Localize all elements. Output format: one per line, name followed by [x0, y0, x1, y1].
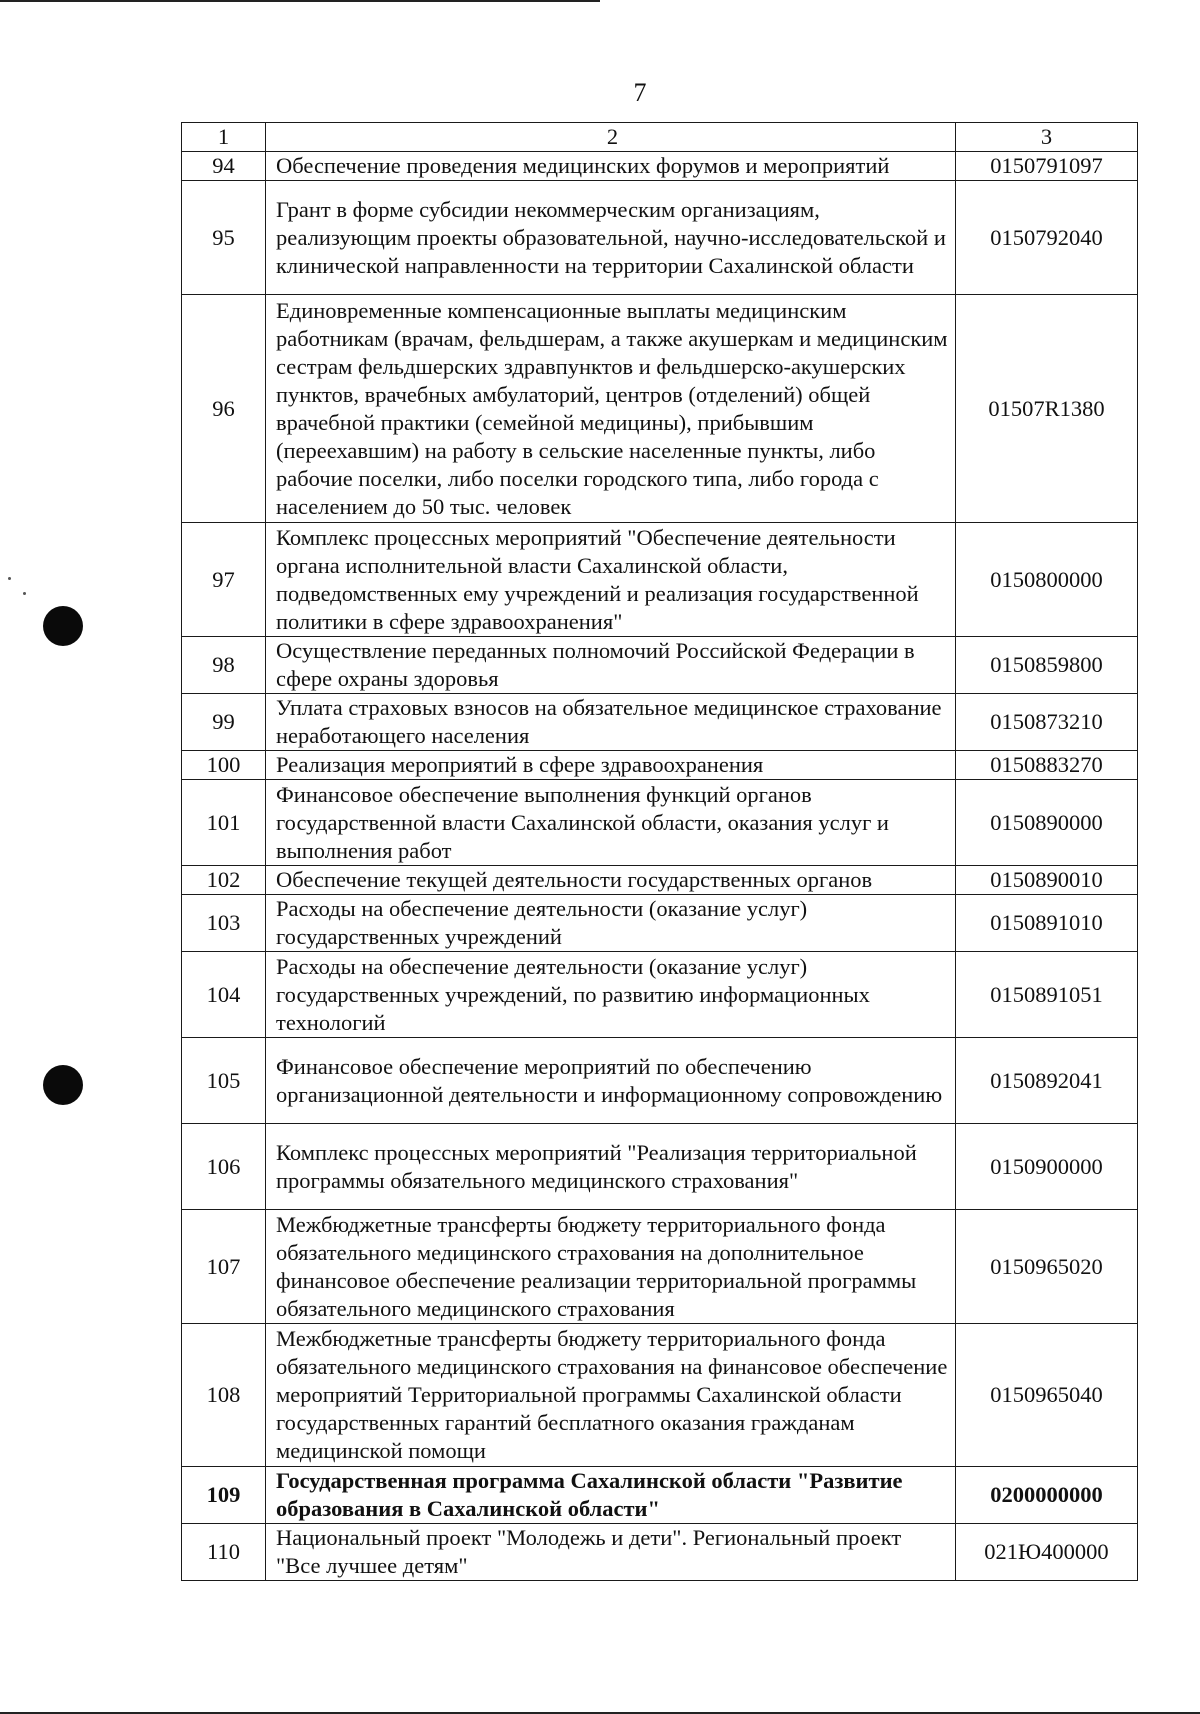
row-code: 0150792040: [956, 181, 1138, 295]
row-name: Комплекс процессных мероприятий "Реализация территориальной программы обязательного медицинского страхования": [266, 1124, 956, 1210]
classification-table: [181, 122, 1138, 1581]
row-code: 0150800000: [956, 523, 1138, 637]
row-number: 107: [182, 1210, 266, 1324]
row-name: Единовременные компенсационные выплаты медицинским работникам (врачам, фельдшерам, а также акушеркам и медицинским сестрам фельдшерских здравпунктов и фельдшерско-акушерских пунктов, врачебных амбулаторий, центров (отделений) общей врачебной практики (семейной медицины), прибывшим (переехавшим) на работу в сельские населенные пункты, либо рабочие поселки, либо поселки городского типа, либо города с населением до 50 тыс. человек: [266, 295, 956, 523]
row-name: Межбюджетные трансферты бюджету территориального фонда обязательного медицинского страхования на финансовое обеспечение мероприятий Территориальной программы Сахалинской области государственных гарантий бесплатного оказания гражданам медицинской помощи: [266, 1324, 956, 1467]
row-name: Обеспечение проведения медицинских форумов и мероприятий: [266, 152, 956, 181]
row-number: 97: [182, 523, 266, 637]
row-code: 0150859800: [956, 637, 1138, 694]
row-code: 021Ю400000: [956, 1524, 1138, 1581]
row-name: Расходы на обеспечение деятельности (оказание услуг) государственных учреждений, по развитию информационных технологий: [266, 952, 956, 1038]
table-row: [182, 780, 1138, 866]
row-code: 0150890000: [956, 780, 1138, 866]
header-col-code: 3: [956, 123, 1138, 152]
row-name: Национальный проект "Молодежь и дети". Региональный проект "Все лучшее детям": [266, 1524, 956, 1581]
row-number: 100: [182, 751, 266, 780]
row-number: 94: [182, 152, 266, 181]
table-row: [182, 952, 1138, 1038]
row-name: Реализация мероприятий в сфере здравоохранения: [266, 751, 956, 780]
row-code: 01507R1380: [956, 295, 1138, 523]
row-number: 96: [182, 295, 266, 523]
row-name: Межбюджетные трансферты бюджету территориального фонда обязательного медицинского страхования на дополнительное финансовое обеспечение реализации территориальной программы обязательного медицинского страхования: [266, 1210, 956, 1324]
table-row: [182, 866, 1138, 895]
table-row: [182, 637, 1138, 694]
table-header-row: [182, 123, 1138, 152]
row-number: 106: [182, 1124, 266, 1210]
table-row: [182, 1210, 1138, 1324]
row-code: 0150892041: [956, 1038, 1138, 1124]
table-row: [182, 1467, 1138, 1524]
row-code: 0150891010: [956, 895, 1138, 952]
table-row: [182, 152, 1138, 181]
row-number: 110: [182, 1524, 266, 1581]
row-name: Финансовое обеспечение выполнения функций органов государственной власти Сахалинской области, оказания услуг и выполнения работ: [266, 780, 956, 866]
row-number: 99: [182, 694, 266, 751]
row-number: 95: [182, 181, 266, 295]
row-name: Комплекс процессных мероприятий "Обеспечение деятельности органа исполнительной власти Сахалинской области, подведомственных ему учреждений и реализация государственной политики в сфере здравоохранения": [266, 523, 956, 637]
row-code: 0150873210: [956, 694, 1138, 751]
table-row: [182, 694, 1138, 751]
table-row: [182, 1524, 1138, 1581]
header-col-number: 1: [182, 123, 266, 152]
row-number: 98: [182, 637, 266, 694]
row-name: Уплата страховых взносов на обязательное медицинское страхование неработающего населения: [266, 694, 956, 751]
table-row: [182, 751, 1138, 780]
table-row: [182, 295, 1138, 523]
table-row: [182, 523, 1138, 637]
row-number: 105: [182, 1038, 266, 1124]
row-code: 0150890010: [956, 866, 1138, 895]
table-row: [182, 181, 1138, 295]
header-col-name: 2: [266, 123, 956, 152]
row-code: 0200000000: [956, 1467, 1138, 1524]
table-row: [182, 1324, 1138, 1467]
row-code: 0150791097: [956, 152, 1138, 181]
scan-speck: [8, 577, 11, 580]
scan-top-edge-line: [0, 0, 600, 2]
row-number: 104: [182, 952, 266, 1038]
row-number: 109: [182, 1467, 266, 1524]
table-row: [182, 895, 1138, 952]
row-number: 103: [182, 895, 266, 952]
row-code: 0150965040: [956, 1324, 1138, 1467]
table-row: [182, 1124, 1138, 1210]
row-name: Финансовое обеспечение мероприятий по обеспечению организационной деятельности и информационному сопровождению: [266, 1038, 956, 1124]
row-name: Государственная программа Сахалинской области "Развитие образования в Сахалинской области": [266, 1467, 956, 1524]
punch-hole-upper: [43, 606, 83, 646]
row-name: Обеспечение текущей деятельности государственных органов: [266, 866, 956, 895]
page-number: 7: [633, 78, 647, 107]
row-name: Осуществление переданных полномочий Российской Федерации в сфере охраны здоровья: [266, 637, 956, 694]
row-name: Расходы на обеспечение деятельности (оказание услуг) государственных учреждений: [266, 895, 956, 952]
row-name: Грант в форме субсидии некоммерческим организациям, реализующим проекты образовательной, научно-исследовательской и клинической направленности на территории Сахалинской области: [266, 181, 956, 295]
row-code: 0150883270: [956, 751, 1138, 780]
scan-speck: [23, 592, 26, 595]
row-number: 101: [182, 780, 266, 866]
punch-hole-lower: [43, 1065, 83, 1105]
table-row: [182, 1038, 1138, 1124]
row-code: 0150900000: [956, 1124, 1138, 1210]
row-number: 102: [182, 866, 266, 895]
row-number: 108: [182, 1324, 266, 1467]
row-code: 0150965020: [956, 1210, 1138, 1324]
row-code: 0150891051: [956, 952, 1138, 1038]
